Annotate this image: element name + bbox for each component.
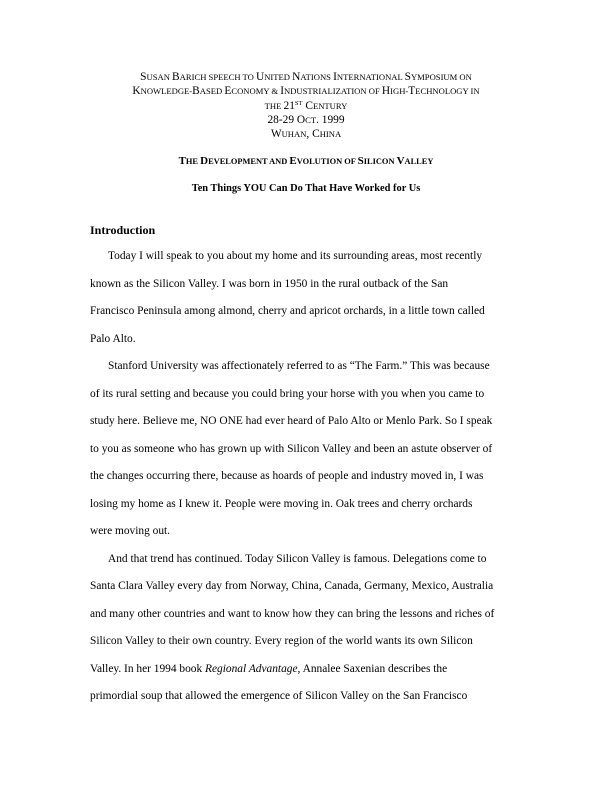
document-title: THE DEVELOPMENT AND EVOLUTION OF SILICON VALLEY (178, 155, 434, 167)
header-date: 28-29 OCT. 1999 (267, 114, 345, 126)
book-title: Regional Advantage (205, 663, 298, 675)
body-line: And that trend has continued. Today Silicon Valley is famous. Delegations come to (108, 553, 487, 565)
header-location: WUHAN, CHINA (270, 128, 342, 140)
body-line: study here. Believe me, NO ONE had ever heard of Palo Alto or Menlo Park. So I speak (90, 415, 493, 427)
body-line: Stanford University was affectionately referred to as “The Farm.” This was because (108, 360, 490, 372)
body-line: Francisco Peninsula among almond, cherry and apricot orchards, in a little town called (90, 305, 485, 317)
section-heading: Introduction (90, 223, 156, 237)
body-line: of its rural setting and because you could bring your horse with you when you came to (90, 388, 485, 400)
body-line: Silicon Valley to their own country. Every region of the world wants its own Silicon (90, 635, 473, 647)
body-line: were moving out. (90, 525, 171, 537)
body-line: Palo Alto. (90, 333, 136, 345)
body-line: and many other countries and want to know how they can bring the lessons and riches of (90, 608, 495, 620)
body-line: primordial soup that allowed the emergence of Silicon Valley on the San Francisco (90, 690, 468, 702)
document-subtitle: Ten Things YOU Can Do That Have Worked for Us (191, 183, 421, 194)
body-line: Santa Clara Valley every day from Norway, China, Canada, Germany, Mexico, Australia (90, 580, 494, 592)
body-line: Today I will speak to you about my home and its surrounding areas, most recently (108, 250, 483, 262)
body-line: known as the Silicon Valley. I was born in 1950 in the rural outback of the San (90, 278, 449, 290)
header-line-2: KNOWLEDGE-BASED ECONOMY & INDUSTRIALIZATION OF HIGH-TECHNOLOGY IN (132, 85, 480, 97)
header-line-1: SUSAN BARICH SPEECH TO UNITED NATIONS INTERNATIONAL SYMPOSIUM ON (140, 71, 472, 83)
body-line: losing my home as I knew it. People were moving in. Oak trees and cherry orchards (90, 498, 473, 510)
body-line: Valley. In her 1994 book Regional Advantage, Annalee Saxenian describes the (90, 663, 448, 675)
header-line-3: THE 21ST CENTURY (264, 100, 348, 112)
body-line: to you as someone who has grown up with Silicon Valley and been an astute observer of (90, 443, 493, 455)
body-line: the changes occurring there, because as hoards of people and industry moved in, I was (90, 470, 484, 482)
